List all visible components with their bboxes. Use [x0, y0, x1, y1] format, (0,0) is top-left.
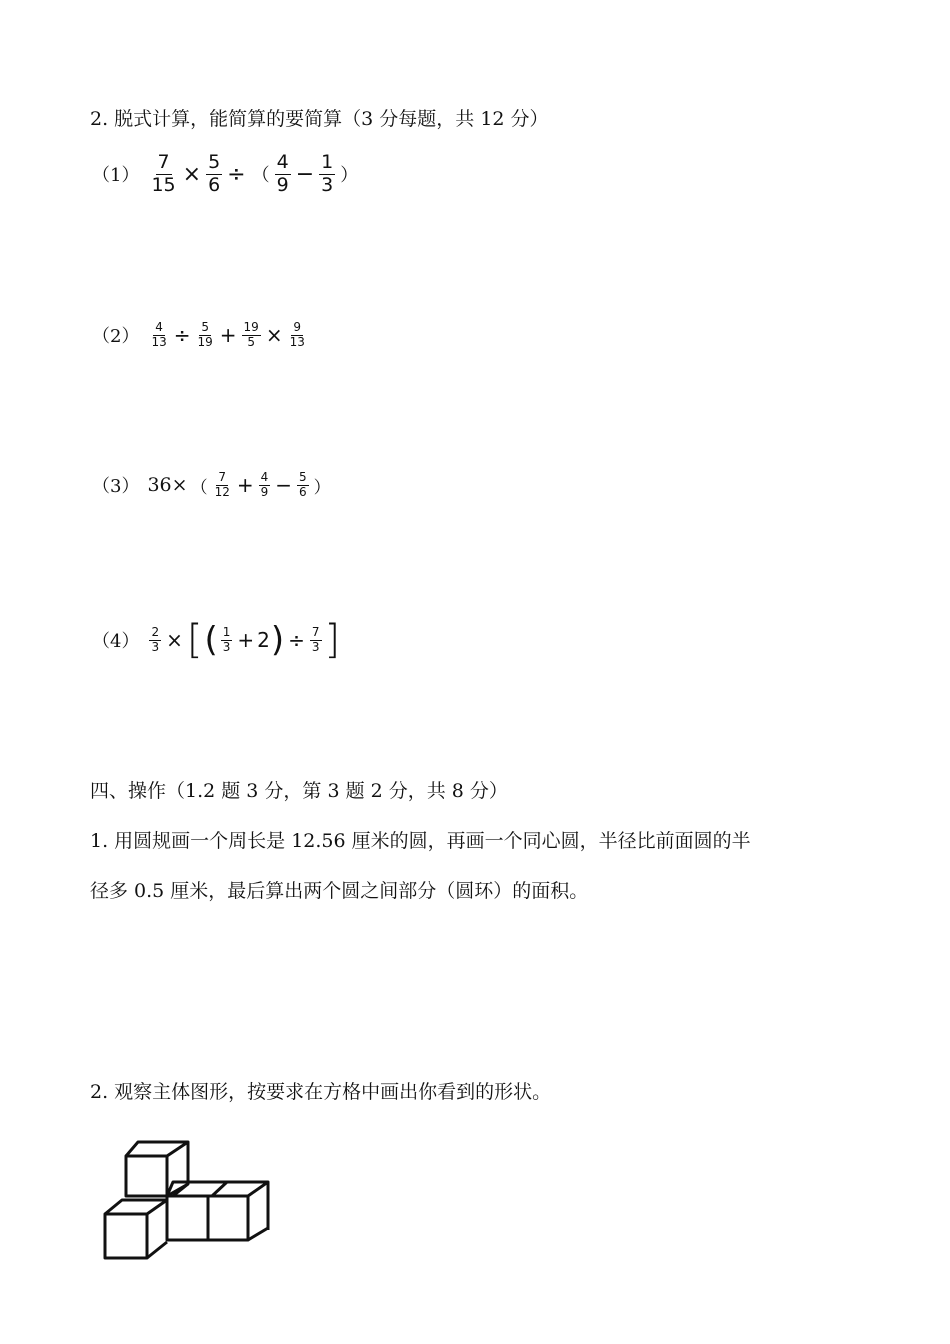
- fraction: $\frac{5}{6}$: [208, 151, 221, 196]
- fraction: $\frac{1}{3}$: [321, 151, 334, 196]
- fraction: $\frac{5}{19}$: [197, 320, 213, 349]
- fraction: $\frac{19}{5}$: [243, 320, 259, 349]
- left-bracket: [: [186, 617, 203, 663]
- right-paren: ）: [313, 477, 331, 498]
- minus-sign: −: [275, 473, 293, 498]
- fraction: $\frac{7}{15}$: [151, 151, 176, 196]
- fraction: $\frac{5}{6}$: [299, 470, 307, 499]
- cube-middle-front: [167, 1196, 208, 1240]
- problem-4: [92, 617, 341, 663]
- times-sign: ×: [265, 323, 283, 348]
- fraction: $\frac{4}{9}$: [276, 151, 289, 196]
- cube-figure-image: [100, 1130, 280, 1265]
- fraction: $\frac{7}{3}$: [311, 624, 320, 654]
- cube-top-front: [126, 1156, 167, 1196]
- fraction: $\frac{7}{12}$: [214, 470, 230, 499]
- minus-sign: −: [295, 161, 315, 187]
- plus-sign: +: [237, 628, 255, 652]
- divide-sign: ÷: [227, 161, 246, 187]
- cube-left-front: [105, 1214, 147, 1258]
- times-sign: ×: [182, 161, 202, 187]
- section4-heading: 四、操作（1.2 题 3 分，第 3 题 2 分，共 8 分）: [90, 780, 508, 802]
- problem-2: [92, 321, 309, 350]
- left-paren: (: [204, 620, 218, 660]
- plus-sign: +: [219, 323, 237, 348]
- right-paren: ): [270, 620, 285, 660]
- fraction: $\frac{1}{3}$: [222, 624, 231, 654]
- q2-text: 2. 观察主体图形，按要求在方格中画出你看到的形状。: [90, 1081, 552, 1103]
- left-paren: （: [251, 165, 270, 187]
- cube-right-front: [208, 1196, 248, 1240]
- cube-top-outline: [126, 1142, 188, 1196]
- fraction: $\frac{4}{9}$: [260, 470, 269, 499]
- fraction: $\frac{2}{3}$: [151, 624, 160, 654]
- q2-heading: 2. 脱式计算，能简算的要简算（3 分每题，共 12 分）: [90, 108, 549, 130]
- plus-sign: +: [236, 473, 254, 498]
- constant: 2: [257, 628, 270, 652]
- problem-2-label: （2）: [92, 326, 140, 348]
- problem-1: [92, 152, 361, 197]
- problem-3: [92, 471, 334, 500]
- fraction: $\frac{4}{13}$: [151, 320, 167, 349]
- right-paren: ）: [340, 165, 359, 187]
- times-sign: ×: [166, 628, 183, 652]
- problem-4-label: （4）: [92, 631, 140, 652]
- divide-sign: ÷: [173, 323, 191, 348]
- q1-text-line1: 1. 用圆规画一个周长是 12.56 厘米的圆，再画一个同心圆，半径比前面圆的半: [90, 830, 751, 852]
- problem-1-label: （1）: [92, 165, 140, 187]
- left-paren: （: [190, 477, 208, 498]
- problem-3-label: （3）: [92, 476, 140, 498]
- right-bracket: ]: [324, 617, 341, 663]
- fraction: $\frac{9}{13}$: [289, 320, 305, 349]
- lead-term: 36×: [147, 474, 188, 497]
- divide-sign: ÷: [288, 628, 305, 652]
- q1-text-line2: 径多 0.5 厘米，最后算出两个圆之间部分（圆环）的面积。: [90, 880, 589, 902]
